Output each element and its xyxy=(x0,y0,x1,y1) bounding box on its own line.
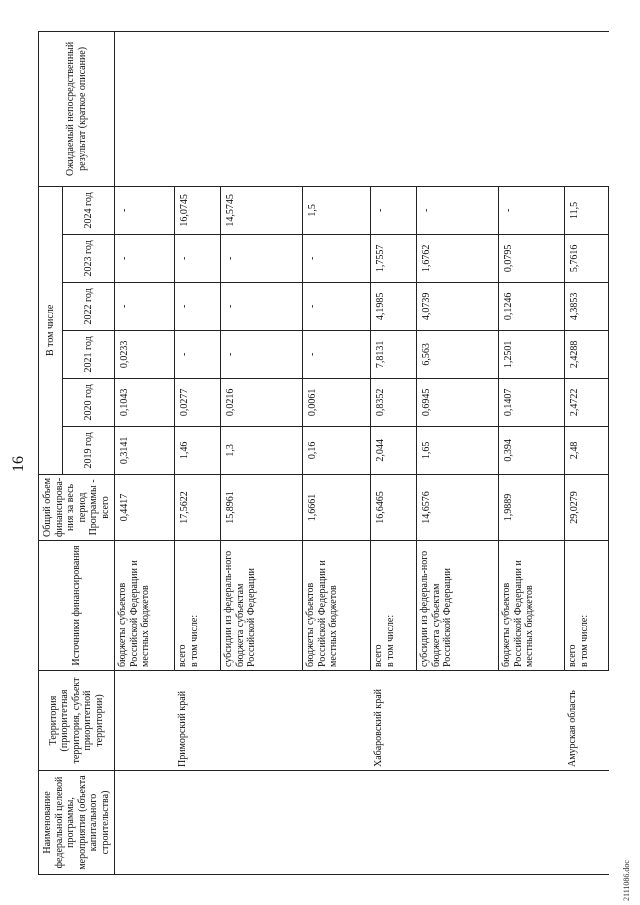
cell-2019: 1,46 xyxy=(175,426,221,474)
cell-2023: 0,0795 xyxy=(499,234,565,282)
header-year-2022: 2022 год xyxy=(63,282,115,330)
cell-2024: 16,0745 xyxy=(175,186,221,234)
cell-2022: - xyxy=(303,282,371,330)
header-year-2020: 2020 год xyxy=(63,378,115,426)
cell-total: 29,0279 xyxy=(565,474,609,540)
cell-result xyxy=(175,31,221,186)
cell-name xyxy=(303,771,371,875)
cell-total: 14,6576 xyxy=(417,474,499,540)
cell-2023: 1,7557 xyxy=(371,234,417,282)
cell-2019: 2,044 xyxy=(371,426,417,474)
cell-result xyxy=(221,31,303,186)
table-row xyxy=(565,31,609,874)
cell-source: всего в том числе: xyxy=(565,541,609,671)
cell-source: бюджеты субъектов Российской Федерации и местных бюджетов xyxy=(499,541,565,671)
table-row xyxy=(175,31,221,874)
table-row xyxy=(115,31,175,874)
cell-2019: 0,16 xyxy=(303,426,371,474)
cell-2020: 0,0277 xyxy=(175,378,221,426)
cell-territory xyxy=(115,671,175,771)
table-row xyxy=(417,31,499,874)
cell-2022: - xyxy=(175,282,221,330)
cell-2022: 4,3853 xyxy=(565,282,609,330)
cell-source: субсидии из федераль-ного бюджета субъектам Российской Федерации xyxy=(221,541,303,671)
cell-result xyxy=(371,31,417,186)
cell-total: 15,8961 xyxy=(221,474,303,540)
cell-2021: - xyxy=(221,330,303,378)
header-year-2024: 2024 год xyxy=(63,186,115,234)
cell-territory: Приморский край xyxy=(175,671,221,771)
cell-name xyxy=(175,771,221,875)
header-in-that-number: В том числе xyxy=(39,186,63,474)
cell-result xyxy=(417,31,499,186)
cell-result xyxy=(303,31,371,186)
cell-2024: 11,5 xyxy=(565,186,609,234)
header-sources: Источники финансирования xyxy=(39,541,115,671)
cell-2019: 1,3 xyxy=(221,426,303,474)
cell-2020: 0,1043 xyxy=(115,378,175,426)
cell-territory xyxy=(303,671,371,771)
cell-2023: - xyxy=(175,234,221,282)
cell-2020: 2,4722 xyxy=(565,378,609,426)
cell-source: бюджеты субъектов Российской Федерации и местных бюджетов xyxy=(115,541,175,671)
cell-2024: - xyxy=(417,186,499,234)
cell-2023: - xyxy=(221,234,303,282)
cell-2023: - xyxy=(115,234,175,282)
header-year-2021: 2021 год xyxy=(63,330,115,378)
cell-2019: 0,394 xyxy=(499,426,565,474)
file-code: 2111086.doc xyxy=(622,860,631,901)
cell-2021: - xyxy=(303,330,371,378)
cell-2024: - xyxy=(371,186,417,234)
cell-total: 0,4417 xyxy=(115,474,175,540)
cell-2021: 1,2501 xyxy=(499,330,565,378)
table-header-row xyxy=(39,31,63,874)
cell-2019: 0,3141 xyxy=(115,426,175,474)
cell-territory: Хабаровский край xyxy=(371,671,417,771)
header-total: Общий объем финансирова-ния за весь период Программы - всего xyxy=(39,474,115,540)
cell-2022: - xyxy=(115,282,175,330)
cell-2021: 2,4288 xyxy=(565,330,609,378)
cell-2021: 0,0233 xyxy=(115,330,175,378)
cell-2023: 1,6762 xyxy=(417,234,499,282)
header-result: Ожидаемый непосредственный результат (краткое описание) xyxy=(39,31,115,186)
cell-2019: 1,65 xyxy=(417,426,499,474)
cell-2022: - xyxy=(221,282,303,330)
cell-2023: - xyxy=(303,234,371,282)
cell-2020: 0,6945 xyxy=(417,378,499,426)
cell-2023: 5,7616 xyxy=(565,234,609,282)
cell-name xyxy=(565,771,609,875)
cell-2022: 0,1246 xyxy=(499,282,565,330)
cell-source: всего в том числе: xyxy=(175,541,221,671)
cell-territory xyxy=(221,671,303,771)
cell-source: субсидии из федераль-ного бюджета субъектам Российской Федерации xyxy=(417,541,499,671)
cell-2021: 6,563 xyxy=(417,330,499,378)
header-year-2019: 2019 год xyxy=(63,426,115,474)
cell-2021: 7,8131 xyxy=(371,330,417,378)
table-row xyxy=(371,31,417,874)
cell-2024: - xyxy=(499,186,565,234)
table-row xyxy=(499,31,565,874)
table-row xyxy=(221,31,303,874)
cell-2022: 4,1985 xyxy=(371,282,417,330)
cell-name xyxy=(499,771,565,875)
cell-source: бюджеты субъектов Российской Федерации и местных бюджетов xyxy=(303,541,371,671)
cell-name xyxy=(371,771,417,875)
cell-territory xyxy=(417,671,499,771)
header-year-2023: 2023 год xyxy=(63,234,115,282)
cell-2020: 0,0061 xyxy=(303,378,371,426)
cell-territory: Амурская область xyxy=(565,671,609,771)
cell-total: 17,5622 xyxy=(175,474,221,540)
cell-result xyxy=(565,31,609,186)
cell-2024: 14,5745 xyxy=(221,186,303,234)
cell-2019: 2,48 xyxy=(565,426,609,474)
cell-total: 1,9889 xyxy=(499,474,565,540)
cell-2024: - xyxy=(115,186,175,234)
cell-name xyxy=(115,771,175,875)
cell-2021: - xyxy=(175,330,221,378)
cell-name xyxy=(221,771,303,875)
cell-2024: 1,5 xyxy=(303,186,371,234)
cell-name xyxy=(417,771,499,875)
cell-total: 16,6465 xyxy=(371,474,417,540)
cell-2020: 0,8352 xyxy=(371,378,417,426)
financing-table xyxy=(38,31,609,875)
cell-2022: 4,0739 xyxy=(417,282,499,330)
header-name: Наименование федеральной целевой программы, мероприятия (объекта капитального строительства) xyxy=(39,771,115,875)
header-territory: Территория (приоритетная территория, субъект приоритетной территории) xyxy=(39,671,115,771)
table-row xyxy=(303,31,371,874)
cell-total: 1,6661 xyxy=(303,474,371,540)
cell-source: всего в том числе: xyxy=(371,541,417,671)
cell-2020: 0,1407 xyxy=(499,378,565,426)
cell-2020: 0,0216 xyxy=(221,378,303,426)
page-number: 16 xyxy=(10,456,27,472)
cell-result xyxy=(115,31,175,186)
cell-result xyxy=(499,31,565,186)
cell-territory xyxy=(499,671,565,771)
